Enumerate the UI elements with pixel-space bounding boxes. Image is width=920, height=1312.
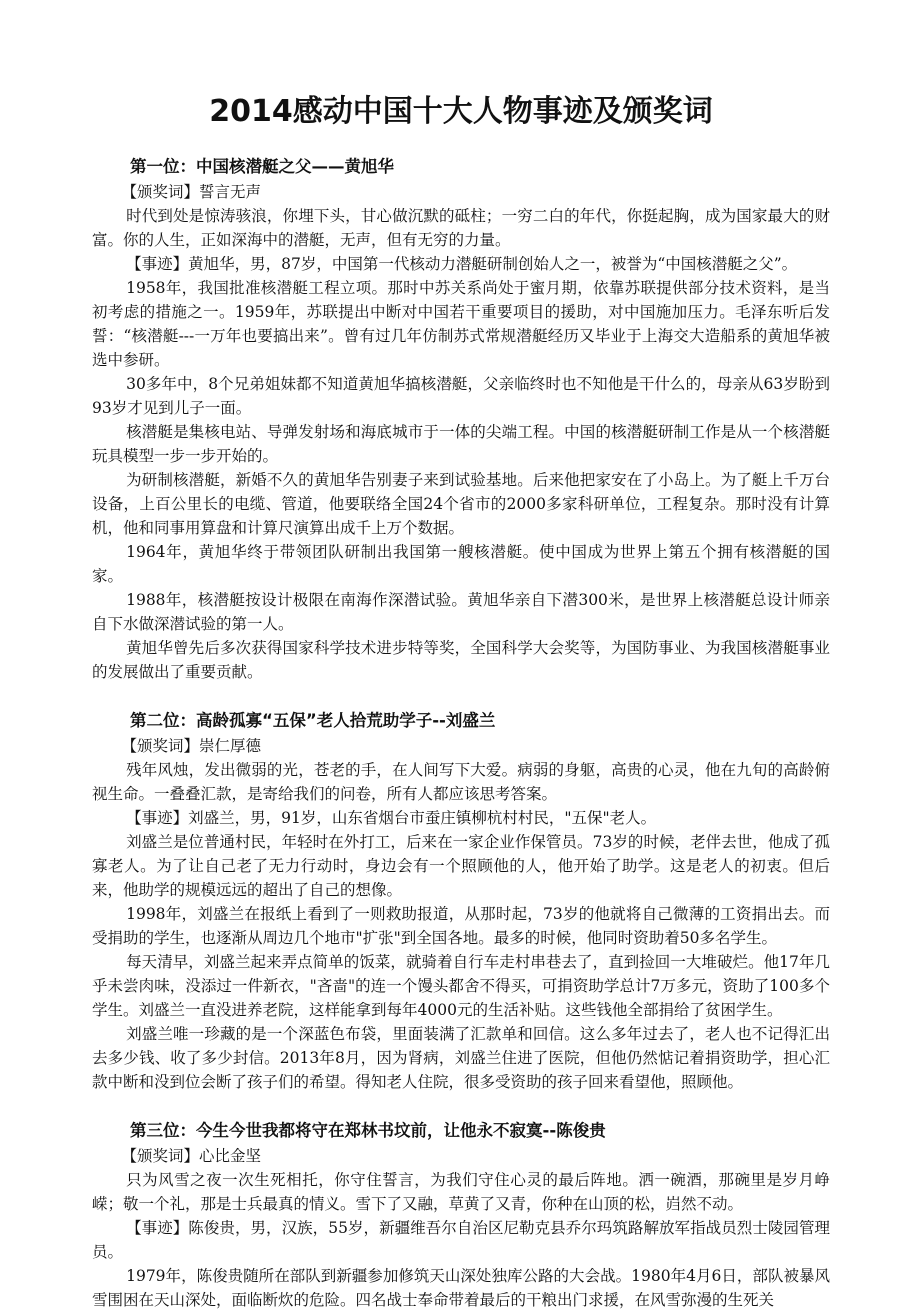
- section-heading: 第三位：今生今世我都将守在郑林书坟前，让他永不寂寞--陈俊贵: [130, 1121, 606, 1140]
- award-label: 【颁奖词】崇仁厚德: [121, 737, 261, 755]
- award-label: 【颁奖词】誓言无声: [121, 183, 261, 201]
- paragraph: 【事迹】刘盛兰，男，91岁，山东省烟台市蚕庄镇柳杭村村民，"五保"老人。: [126, 809, 657, 827]
- document-title: 2014感动中国十大人物事迹及颁奖词: [209, 94, 713, 129]
- paragraph: 30多年中，8个兄弟姐妹都不知道黄旭华搞核潜艇，父亲临终时也不知他是干什么的，母亲从63岁盼到93岁才见到儿子一面。: [92, 375, 830, 417]
- paragraph: 1964年，黄旭华终于带领团队研制出我国第一艘核潜艇。使中国成为世界上第五个拥有核潜艇的国家。: [92, 543, 830, 585]
- paragraph: 【事迹】陈俊贵，男，汉族，55岁，新疆维吾尔自治区尼勒克县乔尔玛筑路解放军指战员烈士陵园管理员。: [92, 1219, 830, 1261]
- paragraph: 刘盛兰唯一珍藏的是一个深蓝色布袋，里面装满了汇款单和回信。这么多年过去了，老人也不记得汇出去多少钱、收了多少封信。2013年8月，因为肾病，刘盛兰住进了医院，但他仍然惦记着捐资助学，担心汇款中断和没到位会断了孩子们的希望。得知老人住院，很多受资助的孩子回来看望他，照顾他。: [92, 1025, 830, 1091]
- award-label: 【颁奖词】心比金坚: [121, 1147, 261, 1165]
- paragraph: 核潜艇是集核电站、导弹发射场和海底城市于一体的尖端工程。中国的核潜艇研制工作是从一个核潜艇玩具模型一步一步开始的。: [92, 423, 830, 465]
- sections: [92, 154, 830, 1312]
- paragraph: 1979年，陈俊贵随所在部队到新疆参加修筑天山深处独库公路的大会战。1980年4月6日，部队被暴风雪围困在天山深处，面临断炊的危险。四名战士奉命带着最后的干粮出门求援，在风雪弥漫的生死关: [92, 1267, 830, 1309]
- paragraph: 【事迹】黄旭华，男，87岁，中国第一代核动力潜艇研制创始人之一，被誉为“中国核潜艇之父”。: [126, 255, 798, 273]
- section-2: [92, 708, 830, 1094]
- paragraph: 为研制核潜艇，新婚不久的黄旭华告别妻子来到试验基地。后来他把家安在了小岛上。为了艇上千万台设备，上百公里长的电缆、管道，他要联络全国24个省市的2000多家科研单位，工程复杂。那时没有计算机，他和同事用算盘和计算尺演算出成千上万个数据。: [92, 471, 830, 537]
- paragraph: 每天清早，刘盛兰起来弄点简单的饭菜，就骑着自行车走村串巷去了，直到捡回一大堆破烂。他17年几乎未尝肉味，没添过一件新衣，"吝啬"的连一个馒头都舍不得买，可捐资助学总计7万多元，资助了100多个学生。刘盛兰一直没进养老院，这样能拿到每年4000元的生活补贴。这些钱他全部捐给了贫困学生。: [92, 953, 830, 1019]
- paragraph: 只为风雪之夜一次生死相托，你守住誓言，为我们守住心灵的最后阵地。洒一碗酒，那碗里是岁月峥嵘；敬一个礼，那是士兵最真的情义。雪下了又融，草黄了又青，你种在山顶的松，岿然不动。: [92, 1171, 830, 1213]
- paragraph: 黄旭华曾先后多次获得国家科学技术进步特等奖，全国科学大会奖等，为国防事业、为我国核潜艇事业的发展做出了重要贡献。: [92, 639, 830, 681]
- section-3: [92, 1118, 830, 1312]
- paragraph: 残年风烛，发出微弱的光，苍老的手，在人间写下大爱。病弱的身躯，高贵的心灵，他在九旬的高龄俯视生命。一叠叠汇款，是寄给我们的问卷，所有人都应该思考答案。: [92, 761, 830, 803]
- section-1: [92, 154, 830, 684]
- paragraph: 时代到处是惊涛骇浪，你埋下头，甘心做沉默的砥柱；一穷二白的年代，你挺起胸，成为国家最大的财富。你的人生，正如深海中的潜艇，无声，但有无穷的力量。: [92, 207, 830, 249]
- paragraph: 1958年，我国批准核潜艇工程立项。那时中苏关系尚处于蜜月期，依靠苏联提供部分技术资料，是当初考虑的措施之一。1959年，苏联提出中断对中国若干重要项目的援助，对中国施加压力。毛泽东听后发誓：“核潜艇---一万年也要搞出来”。曾有过几年仿制苏式常规潜艇经历又毕业于上海交大造船系的黄旭华被选中参研。: [92, 279, 830, 369]
- paragraph: 1998年，刘盛兰在报纸上看到了一则救助报道，从那时起，73岁的他就将自己微薄的工资捐出去。而受捐助的学生，也逐渐从周边几个地市"扩张"到全国各地。最多的时候，他同时资助着50多名学生。: [92, 905, 830, 947]
- paragraph: 刘盛兰是位普通村民，年轻时在外打工，后来在一家企业作保管员。73岁的时候，老伴去世，他成了孤寡老人。为了让自己老了无力行动时，身边会有一个照顾他的人，他开始了助学。这是老人的初衷。但后来，他助学的规模远远的超出了自己的想像。: [92, 833, 830, 899]
- paragraph: 1988年，核潜艇按设计极限在南海作深潜试验。黄旭华亲自下潜300米，是世界上核潜艇总设计师亲自下水做深潜试验的第一人。: [92, 591, 830, 633]
- section-heading: 第一位：中国核潜艇之父——黄旭华: [130, 157, 394, 176]
- section-heading: 第二位：高龄孤寡“五保”老人拾荒助学子--刘盛兰: [130, 711, 496, 730]
